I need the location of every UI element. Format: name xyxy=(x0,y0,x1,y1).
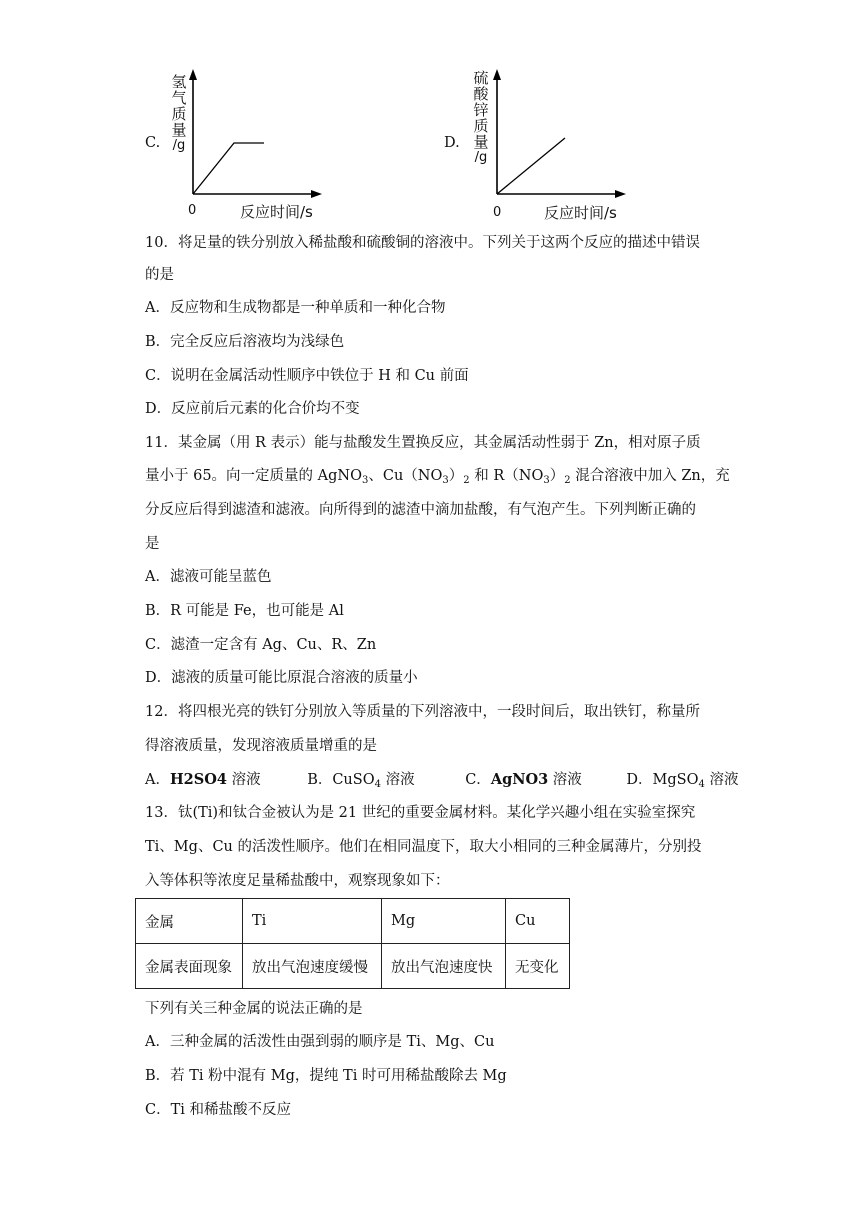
subscript: 2 xyxy=(564,475,571,486)
table-row xyxy=(136,944,570,989)
q11-text: 和 R（NO xyxy=(469,468,544,484)
table-header-cell: Cu xyxy=(506,899,570,944)
q11-text: ） xyxy=(549,468,565,484)
q11-option-a: A．滤液可能呈蓝色 xyxy=(145,569,272,585)
q11-stem-line4: 是 xyxy=(145,536,160,552)
q11-text: 、Cu（NO xyxy=(368,468,443,484)
y-label-char: 质 xyxy=(171,105,187,123)
q11-stem-line1: 11．某金属（用 R 表示）能与盐酸发生置换反应，其金属活动性弱于 Zn，相对原子质 xyxy=(145,435,701,451)
table-header-cell: 金属 xyxy=(136,899,243,944)
y-unit: /g xyxy=(474,150,488,165)
formula: AgNO3 xyxy=(490,771,549,788)
table-cell: 放出气泡速度快 xyxy=(382,944,506,989)
graph-c-plot xyxy=(186,66,326,201)
option-text: D．MgSO xyxy=(626,772,699,788)
q11-option-b: B．R 可能是 Fe，也可能是 Al xyxy=(145,603,344,619)
q11-stem-line2 xyxy=(145,466,730,486)
y-label-char: 硫 xyxy=(473,69,489,87)
y-label-char: 量 xyxy=(171,121,187,139)
subscript: 4 xyxy=(374,779,381,790)
y-label-char: 氢 xyxy=(171,73,187,91)
subscript: 2 xyxy=(463,475,470,486)
table-header-cell: Ti xyxy=(243,899,382,944)
graph-c-option-letter: C. xyxy=(145,135,161,151)
q11-text: 量小于 65。向一定质量的 AgNO xyxy=(145,468,362,484)
q10-stem-line2: 的是 xyxy=(145,267,174,283)
graph-d-origin: 0 xyxy=(493,205,502,220)
option-suffix: 溶液 xyxy=(548,772,582,788)
q13-after-table: 下列有关三种金属的说法正确的是 xyxy=(145,1001,363,1017)
q12-options-row xyxy=(145,770,738,790)
q12-stem-line1: 12．将四根光亮的铁钉分别放入等质量的下列溶液中，一段时间后，取出铁钉，称量所 xyxy=(145,704,700,720)
table-header-cell: Mg xyxy=(382,899,506,944)
q12-option-c xyxy=(465,772,582,788)
graph-d-y-label xyxy=(472,70,490,166)
option-text: B．CuSO xyxy=(307,772,375,788)
q13-option-c: C．Ti 和稀盐酸不反应 xyxy=(145,1102,292,1118)
option-text: 溶液 xyxy=(704,772,739,788)
q11-stem-line3: 分反应后得到滤渣和滤液。向所得到的滤渣中滴加盐酸，有气泡产生。下列判断正确的 xyxy=(145,502,696,518)
metal-observation-table xyxy=(135,898,570,989)
q10-option-c: C．说明在金属活动性顺序中铁位于 H 和 Cu 前面 xyxy=(145,368,469,384)
graph-c-x-label: 反应时间/s xyxy=(240,203,313,221)
q10-stem-line1: 10．将足量的铁分别放入稀盐酸和硫酸铜的溶液中。下列关于这两个反应的描述中错误 xyxy=(145,235,700,251)
y-label-char: 气 xyxy=(171,89,187,107)
q12-option-b xyxy=(307,772,414,788)
graph-d-x-label: 反应时间/s xyxy=(544,204,617,222)
option-letter: C． xyxy=(465,772,491,788)
q10-option-d: D．反应前后元素的化合价均不变 xyxy=(145,401,360,417)
q11-option-d: D．滤液的质量可能比原混合溶液的质量小 xyxy=(145,670,418,686)
subscript: 3 xyxy=(543,475,550,486)
table-row xyxy=(136,899,570,944)
graph-d-plot xyxy=(490,66,630,201)
q11-text: ） xyxy=(448,468,464,484)
q11-text: 混合溶液中加入 Zn，充 xyxy=(570,468,730,484)
q10-option-b: B．完全反应后溶液均为浅绿色 xyxy=(145,334,345,350)
q12-option-a xyxy=(145,772,261,788)
q13-stem-line2: Ti、Mg、Cu 的活泼性顺序。他们在相同温度下，取大小相同的三种金属薄片，分别投 xyxy=(145,839,702,855)
graph-d-option-letter: D. xyxy=(444,135,460,151)
q10-option-a: A．反应物和生成物都是一种单质和一种化合物 xyxy=(145,300,446,316)
graph-c-origin: 0 xyxy=(188,203,197,218)
q13-stem-line3: 入等体积等浓度足量稀盐酸中，观察现象如下： xyxy=(145,873,450,889)
q12-option-d xyxy=(626,772,738,788)
q13-option-a: A．三种金属的活泼性由强到弱的顺序是 Ti、Mg、Cu xyxy=(145,1034,495,1050)
subscript: 4 xyxy=(698,779,705,790)
y-label-char: 质 xyxy=(473,117,489,135)
q13-stem-line1: 13．钛(Ti)和钛合金被认为是 21 世纪的重要金属材料。某化学兴趣小组在实验室探究 xyxy=(145,805,696,821)
q12-stem-line2: 得溶液质量，发现溶液质量增重的是 xyxy=(145,738,377,754)
y-label-char: 量 xyxy=(473,133,489,151)
table-cell: 金属表面现象 xyxy=(136,944,243,989)
table-cell: 放出气泡速度缓慢 xyxy=(243,944,382,989)
q13-option-b: B．若 Ti 粉中混有 Mg，提纯 Ti 时可用稀盐酸除去 Mg xyxy=(145,1068,507,1084)
option-letter: A． xyxy=(145,772,170,788)
y-label-char: 锌 xyxy=(473,101,489,119)
y-label-char: 酸 xyxy=(473,85,489,103)
subscript: 3 xyxy=(362,475,369,486)
q11-option-c: C．滤渣一定含有 Ag、Cu、R、Zn xyxy=(145,637,377,653)
table-cell: 无变化 xyxy=(506,944,570,989)
subscript: 3 xyxy=(442,475,449,486)
y-unit: /g xyxy=(172,138,186,153)
formula: H2SO4 xyxy=(169,771,227,788)
option-suffix: 溶液 xyxy=(226,772,261,788)
option-text: 溶液 xyxy=(380,772,415,788)
